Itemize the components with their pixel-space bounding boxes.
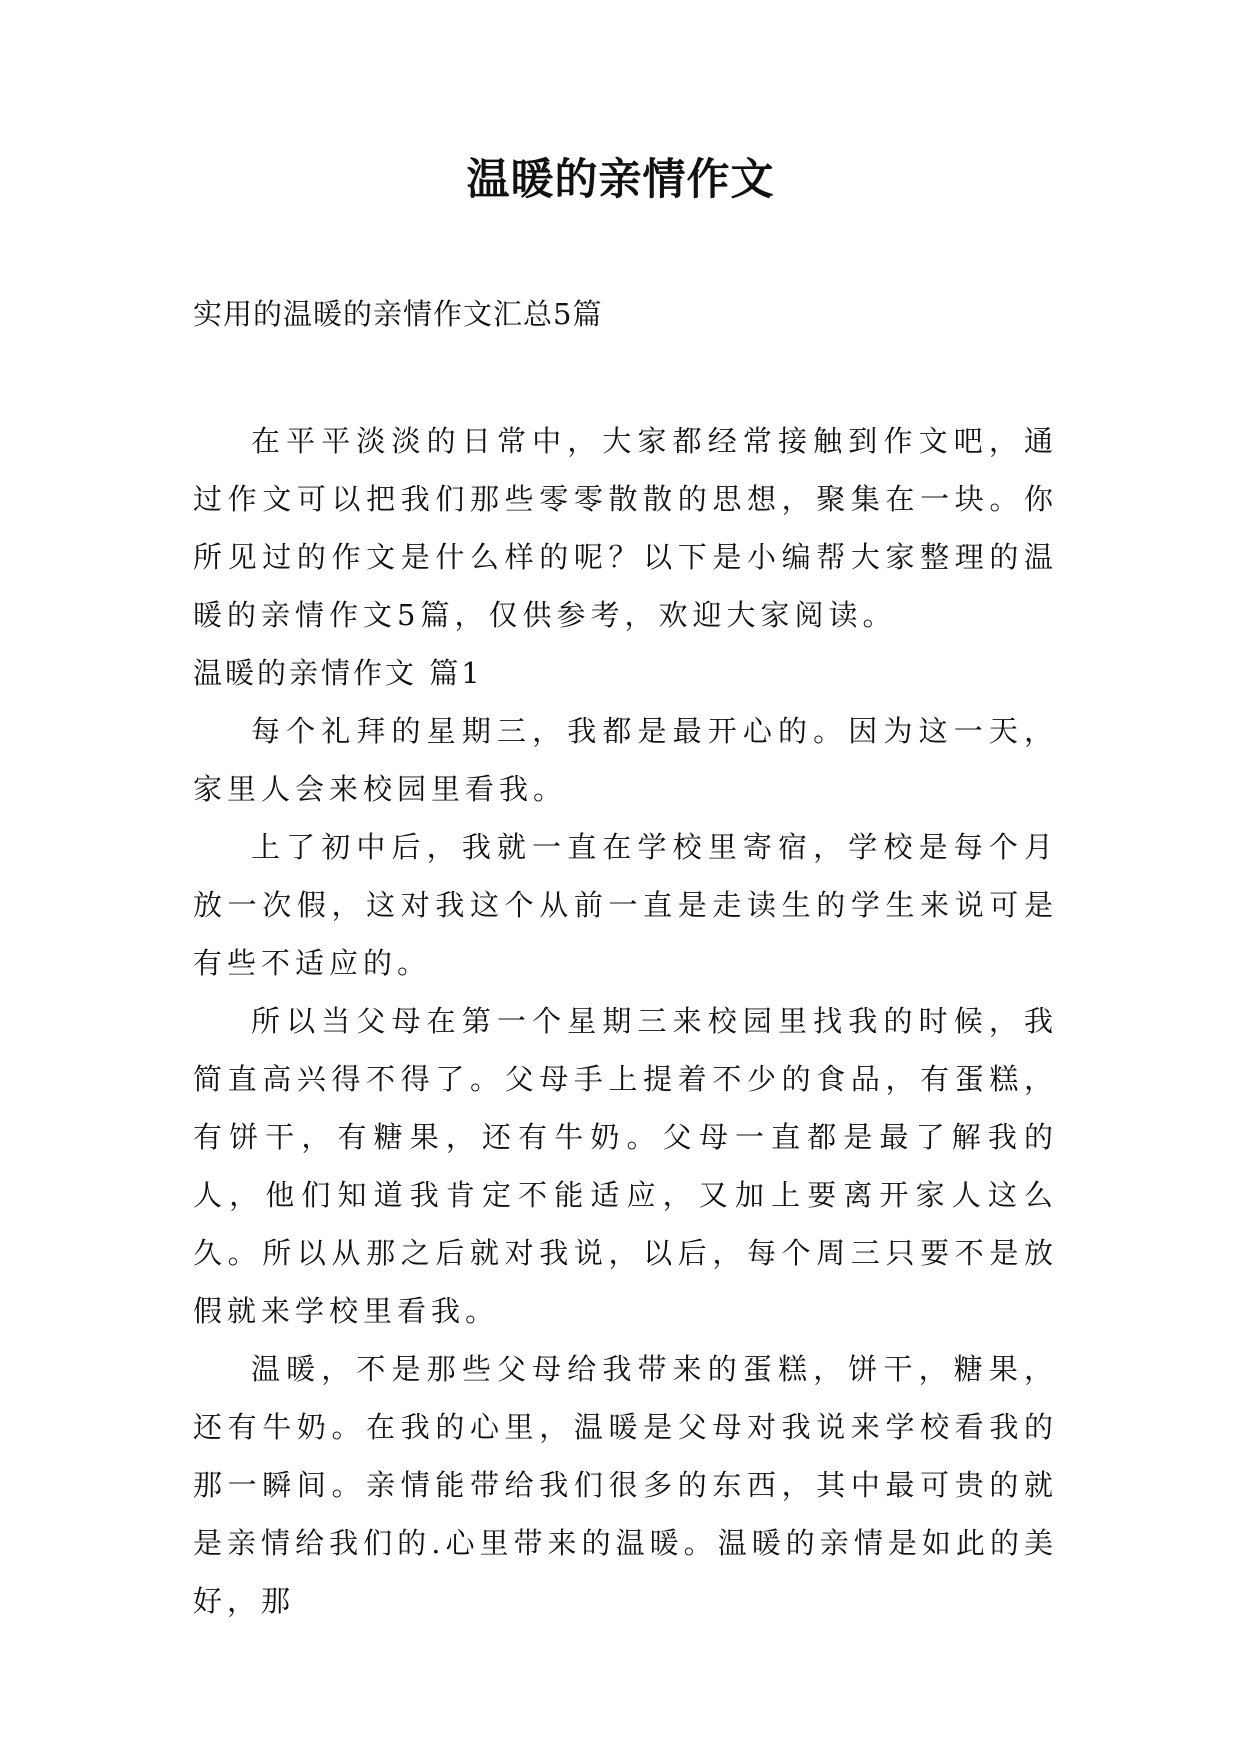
document-subtitle: 实用的温暖的亲情作文汇总5篇 (193, 297, 603, 331)
document-body (193, 412, 1058, 1630)
intro-paragraph: 在平平淡淡的日常中，大家都经常接触到作文吧，通过作文可以把我们那些零零散散的思想，聚集在一块。你所见过的作文是什么样的呢？以下是小编帮大家整理的温暖的亲情作文5篇，仅供参考，欢迎大家阅读。 (193, 424, 1058, 632)
body-paragraph: 每个礼拜的星期三，我都是最开心的。因为这一天，家里人会来校园里看我。 (193, 714, 1058, 806)
body-paragraph: 上了初中后，我就一直在学校里寄宿，学校是每个月放一次假，这对我这个从前一直是走读生的学生来说可是有些不适应的。 (193, 830, 1058, 980)
body-paragraph: 所以当父母在第一个星期三来校园里找我的时候，我简直高兴得不得了。父母手上提着不少的食品，有蛋糕，有饼干，有糖果，还有牛奶。父母一直都是最了解我的人，他们知道我肯定不能适应，又加上要离开家人这么久。所以从那之后就对我说，以后，每个周三只要不是放假就来学校里看我。 (193, 1004, 1058, 1328)
page-title: 温暖的亲情作文 (466, 155, 775, 205)
section-heading: 温暖的亲情作文 篇1 (193, 656, 483, 690)
body-paragraph: 温暖，不是那些父母给我带来的蛋糕，饼干，糖果，还有牛奶。在我的心里，温暖是父母对我说来学校看我的那一瞬间。亲情能带给我们很多的东西，其中最可贵的就是亲情给我们的.心里带来的温暖。温暖的亲情是如此的美好，那 (193, 1352, 1058, 1618)
